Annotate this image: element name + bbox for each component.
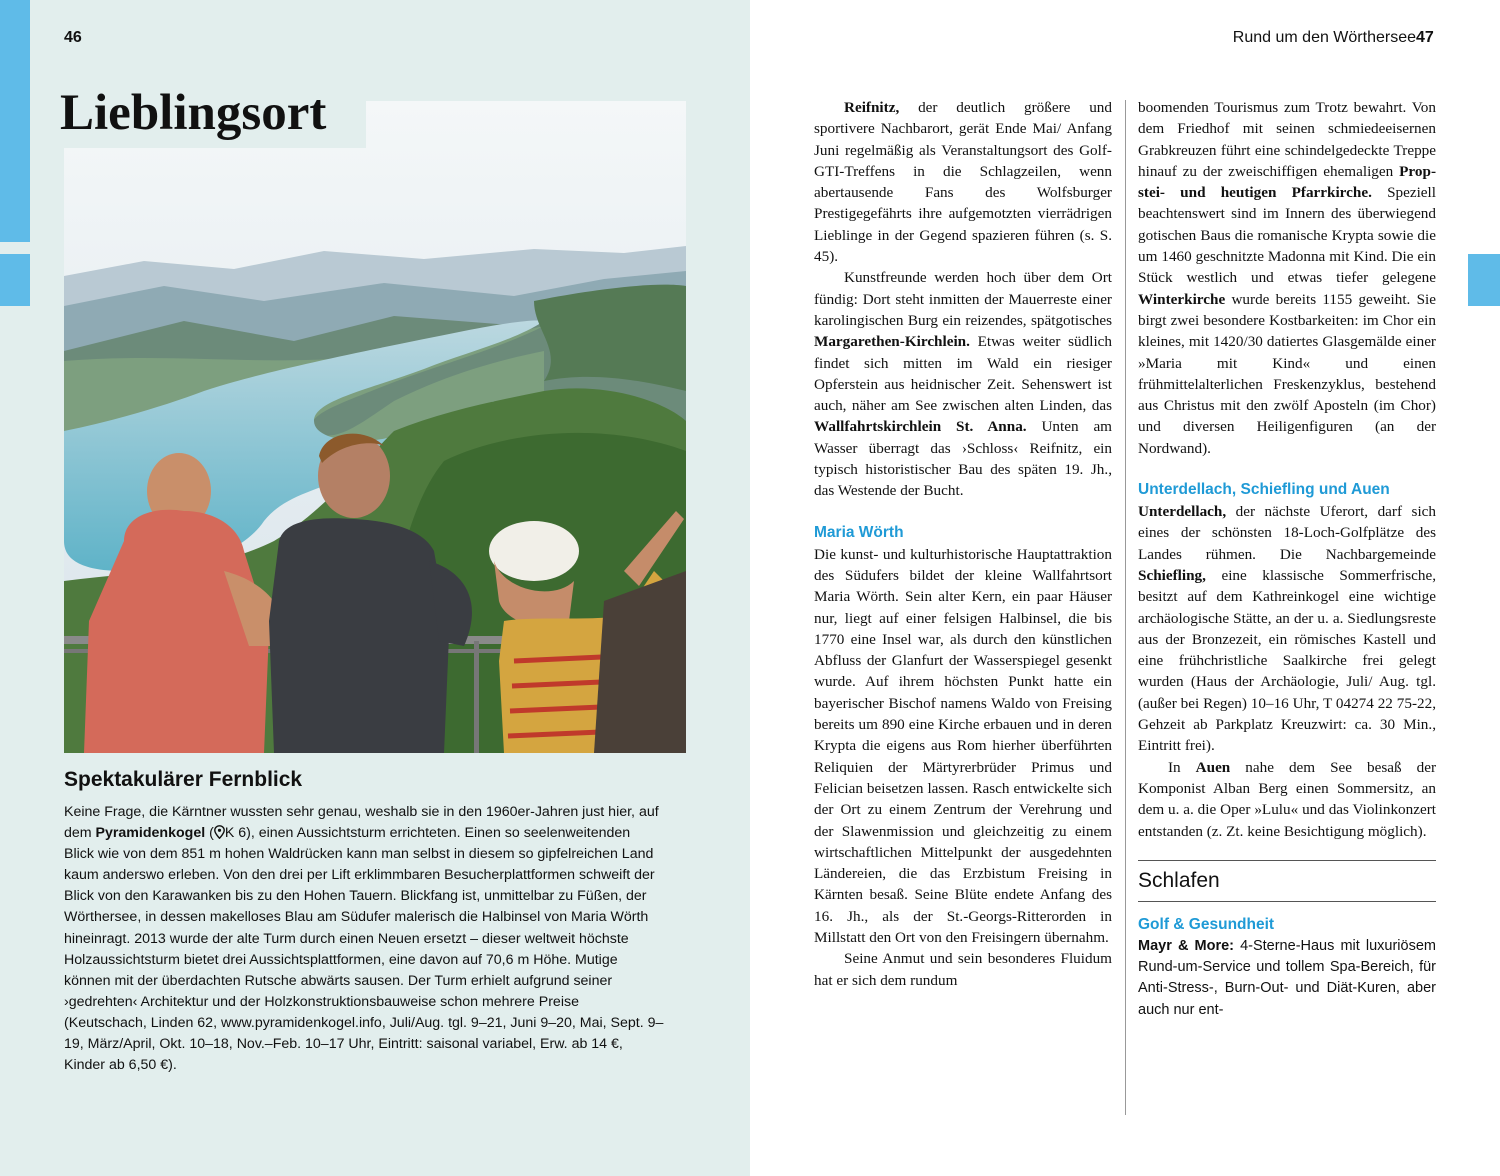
caption-text: ( [205, 825, 214, 842]
text: nahe dem See besaß der Komponist Alban Berg einen Sommersitz, an dem u. a. die Oper »Lulu« und das Violinkonzert entstanden (z. Zt. keine Besichtigung möglich). [1138, 758, 1436, 840]
text: der deutlich größere und sportivere Nachbarort, gerät Ende Mai/ Anfang Juni regelmäßig als Veranstaltungsort des Golf-GTI-Treffens in die Schlagzeilen, wenn abertausende Fans des Wolfsburger Prestigegefährts ihre aufgemotzten vierrädrigen Lieblinge in der Gegend spazieren führen (s. S. 45). [814, 99, 1112, 266]
running-header: Rund um den Wörthersee [1232, 29, 1416, 46]
keyword: Auen [1195, 758, 1231, 776]
text-column-1 [814, 97, 1112, 991]
map-pin-icon [214, 825, 225, 839]
keyword: Reifnitz, [844, 99, 900, 116]
caption-heading: Spektakulärer Fernblick [64, 768, 303, 791]
paragraph [814, 267, 1112, 501]
text: Etwas weiter südlich findet sich mitten im Wald ein riesiger Opferstein aus heidnischer Zeit. Sehenswert ist auch, näher am See zwischen alten Linden, das [814, 333, 1112, 415]
paragraph: Seine Anmut und sein besonderes Fluidum hat er sich dem rundum [814, 950, 1112, 989]
paragraph [1138, 501, 1436, 757]
paragraph: Die kunst- und kulturhistorische Hauptattraktion des Südufers bildet der kleine Wallfahrtsort Maria Wörth. Sein alter Kern, ein paar Häuser nur, liegt auf einer felsigen Halbinsel, die bis 1770 eine Insel war, als durch den künstlichen Abfluss der Glanfurt der Wasserspiegel gesenkt wurde. Auf ihrem höchsten Punkt hatte ein bayerischer Bischof namens Waldo von Freising bereits um 890 eine Kirche erbauen und in deren Krypta die eigens aus Rom hierher überführten Reliquien der Märtyrerbrüder Primus und Felician beisetzen lassen. Rasch entwickelte sich der Ort zu einem Zentrum der Verehrung und der Slawenmission und gleichzeitig zu einem wirtschaftlichen Mittelpunkt der ausgedehnten Ländereien, die das Erzbistum Freising in Kärnten besaß. Seine Blüte endete Anfang des 16. Jh., als der St.-Georgs-Ritterorden in Millstatt den Ort von den Freisingern übernahm. [814, 545, 1112, 946]
text-column-2 [1138, 97, 1436, 1021]
keyword: Wallfahrtskirchlein St. Anna. [814, 418, 1027, 436]
keyword: Unterdellach, [1138, 503, 1227, 521]
keyword: Margarethen-Kirchlein. [814, 333, 970, 351]
text: der nächste Uferort, darf sich eines der schönsten 18-Loch-Golfplätze des Landes rühmen. Die Nachbargemeinde [1138, 503, 1436, 563]
text: boomenden Tourismus zum Trotz bewahrt. Von dem Friedhof mit seinen schmiedeeisernen Grabkreuzen führt eine schindelgedeckte Treppe hinauf zu der zweischiffigen ehemaligen [1138, 99, 1436, 180]
text: In [1168, 758, 1196, 776]
paragraph [814, 97, 1112, 267]
text: Speziell beachtenswert sind im Innern des überwiegend gotischen Baus die romanische Krypta sowie die um 1460 geschnitzte Madonna mit Kind. Die ein Stück westlich und etwas tiefer gelegene [1138, 184, 1436, 287]
keyword: Mayr & More: [1138, 937, 1234, 954]
subheading-maria-woerth: Maria Wörth [814, 523, 904, 541]
caption-text: Keine Frage, die Kärntner wussten sehr genau, weshalb sie in den 1960er-Jahren just hier, auf dem [64, 804, 659, 842]
paragraph [1138, 936, 1436, 1021]
text: Unten am Wasser überragt das ›Schloss‹ Reifnitz, ein typisch historistischer Bau des späten 19. Jh., das Westende der Bucht. [814, 418, 1112, 500]
page-number-left: 46 [64, 29, 82, 46]
keyword: Winterkirche [1138, 290, 1226, 308]
pyramidenkogel-photo [64, 101, 686, 753]
column-divider [1125, 100, 1126, 1115]
text: eine klassische Sommerfrische, besitzt auf dem Kathreinkogel eine wichtige archäologische Stätte, an der u. a. Siedlungsreste aus der Bronzezeit, ein römisches Kastell und eine frühchristliche Saalkirche frei gelegt wurden (Haus der Archäologie, Juli/ Aug. tgl. (außer bei Regen) 10–16 Uhr, T 04274 22 75-22, Gehzeit ab Parkplatz Kreuzwirt: ca. 30 Min., Eintritt frei). [1138, 566, 1436, 755]
keyword: Propstei- und heutigen Pfarrkirche. [1138, 162, 1436, 202]
caption-body [64, 802, 664, 1076]
page-number-right: 47 [1416, 29, 1434, 46]
lieblingsort-title: Lieblingsort [56, 84, 366, 148]
text: 4-Sterne-Haus mit luxuriösem Rund-um-Service und tollem Spa-Bereich, für Anti-Stress-, Burn-Out- und Diät-Kuren, aber auch nur ent- [1138, 937, 1436, 1018]
subheading-unterdellach: Unterdellach, Schiefling und Auen [1138, 481, 1390, 499]
chapter-marker [0, 254, 30, 306]
paragraph [1138, 757, 1436, 842]
caption-text: K 6), einen Aussichtsturm errichteten. Einen so seelenweitenden Blick wie von dem 851 m hohen Waldrücken kann man selbst in diesem so gipfelreichen Land kaum anderswo erleben. Von den drei per Lift erklimmbaren Besucherplattformen schweift der Blick von den Karawanken bis zu den Hohen Tauern. Blickfang ist, unmittelbar zu Füßen, der Wörthersee, in dessen makelloses Blau am Südufer malerisch die Halbinsel von Maria Wörth hineinragt. 2013 wurde der alte Turm durch einen Neuen ersetzt – dieser weltweit höchste Holzaussichtsturm bietet drei Aussichtsplattformen, eine davon auf 70,6 m Höhe. Mutige können mit der überdachten Rutsche abwärts sausen. Der Turm erhielt aufgrund seiner ›gedrehten‹ Architektur und der Holzkonstruktionsbauweise schon mehrere Preise (Keutschach, Linden 62, www.pyramidenkogel.info, Juli/Aug. tgl. 9–21, Juni 9–20, Mai, Sept. 9–19, März/April, Okt. 10–18, Nov.–Feb. 10–17 Uhr, Eintritt: saisonal variabel, Erw. ab 14 €, Kinder ab 6,50 €). [64, 825, 664, 1074]
paragraph [1138, 97, 1436, 459]
subheading-golf-gesundheit: Golf & Gesundheit [1138, 915, 1275, 933]
text: Kunstfreunde werden hoch über dem Ort fündig: Dort steht inmitten der Mauerreste einer karolingischen Burg ein reizendes, spätgotisches [814, 269, 1112, 329]
section-schlafen: Schlafen [1138, 860, 1436, 902]
keyword: Schiefling, [1138, 566, 1206, 584]
text: wurde bereits 1155 geweiht. Sie birgt zwei besondere Kostbarkeiten: im Chor ein kleines, mit 1420/30 datiertes Glasgemälde einer »Maria mit Kind« und einen frühmittelalterlichen Freskenzyklus, bestehend aus Christus mit den zwölf Aposteln (im Chor) und diversen Heiligenfiguren (an der Nordwand). [1138, 290, 1436, 457]
chapter-tab [0, 0, 30, 242]
pyramidenkogel-highlight: Pyramidenkogel [95, 825, 206, 842]
chapter-marker-right [1468, 254, 1500, 306]
